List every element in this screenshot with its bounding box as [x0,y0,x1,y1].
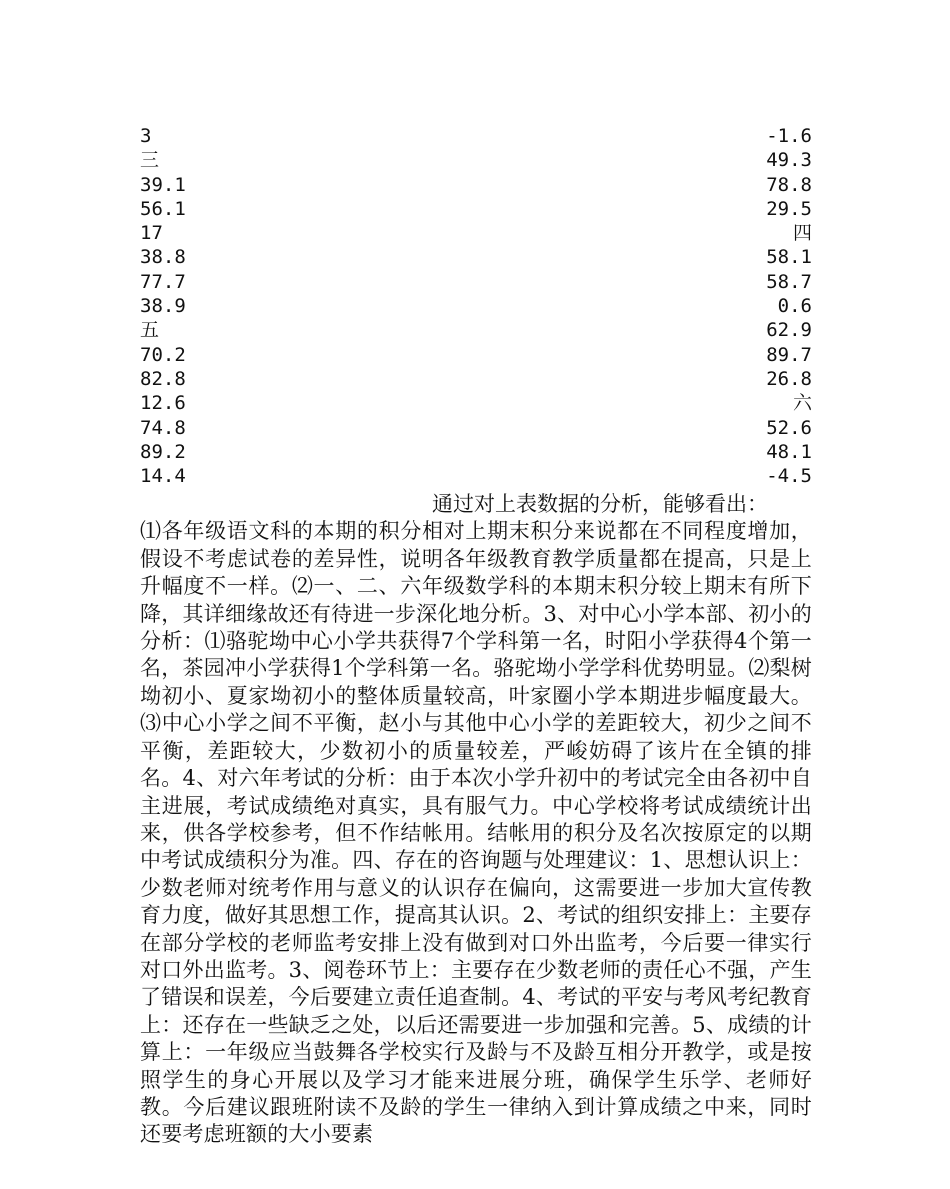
table-row [140,270,812,294]
row-label: 3 [140,125,152,147]
document-page [140,124,812,1149]
row-label: 17 [140,222,163,245]
row-value: 29.5 [766,197,812,220]
table-row [140,197,812,221]
row-label: 五 [140,319,160,342]
row-value: 四 [792,222,812,245]
row-label: 12.6 [140,392,186,415]
table-row [140,464,812,488]
row-value: -1.6 [766,125,812,147]
row-value: 52.6 [766,416,812,439]
table-row [140,343,812,367]
table-row [140,416,812,440]
table-row [140,173,812,197]
row-value: 62.9 [766,319,812,342]
row-label: 38.8 [140,246,186,269]
table-row [140,148,812,172]
row-label: 39.1 [140,173,186,196]
row-label: 56.1 [140,197,186,220]
row-value: 26.8 [766,367,812,390]
row-label: 82.8 [140,367,186,390]
table-row [140,245,812,269]
row-value: 58.7 [766,270,812,293]
table-row [140,318,812,342]
row-label: 89.2 [140,440,186,463]
row-label: 三 [140,149,160,172]
row-value: 六 [792,392,812,415]
row-value: -4.5 [766,465,812,488]
table-row [140,367,812,391]
table-row [140,294,812,318]
row-label: 77.7 [140,270,186,293]
analysis-caption: 通过对上表数据的分析，能够看出： [432,492,768,517]
row-label: 14.4 [140,465,186,488]
table-row [140,440,812,464]
row-label: 70.2 [140,343,186,366]
row-value: 58.1 [766,246,812,269]
row-label: 74.8 [140,416,186,439]
table-row [140,391,812,415]
table-row [140,221,812,245]
row-value: 49.3 [766,149,812,172]
data-table [140,124,812,488]
row-value: 48.1 [766,440,812,463]
row-label: 38.9 [140,295,186,318]
analysis-body: ⑴各年级语文科的本期的积分相对上期末积分来说都在不同程度增加，假设不考虑试卷的差异性，说明各年级教育教学质量都在提高，只是上升幅度不一样。⑵一、二、六年级数学科的本期末积分较上期末有所下降，其详细缘故还有待进一步深化地分析。3、对中心小学本部、初小的分析：⑴骆驼坳中心小学共获得7个学科第一名，时阳小学获得4个第一名，茶园冲小学获得1个学科第一名。骆驼坳小学学科优势明显。⑵梨树坳初小、夏家坳初小的整体质量较高，叶家圈小学本期进步幅度最大。⑶中心小学之间不平衡，赵小与其他中心小学的差距较大，初少之间不平衡，差距较大，少数初小的质量较差，严峻妨碍了该片在全镇的排名。4、对六年考试的分析：由于本次小学升初中的考试完全由各初中自主进展，考试成绩绝对真实，具有服气力。中心学校将考试成绩统计出来，供各学校参考，但不作结帐用。结帐用的积分及名次按原定的以期中考试成绩积分为准。四、存在的咨询题与处理建议：1、思想认识上：少数老师对统考作用与意义的认识存在偏向，这需要进一步加大宣传教育力度，做好其思想工作，提高其认识。2、考试的组织安排上：主要存在部分学校的老师监考安排上没有做到对口外出监考，今后要一律实行对口外出监考。3、阅卷环节上：主要存在少数老师的责任心不强，产生了错误和误差，今后要建立责任追查制。4、考试的平安与考风考纪教育上：还存在一些缺乏之处，以后还需要进一步加强和完善。5、成绩的计算上：一年级应当鼓舞各学校实行及龄与不及龄互相分开教学，或是按照学生的身心开展以及学习才能来进展分班，确保学生乐学、老师好教。今后建议跟班附读不及龄的学生一律纳入到计算成绩之中来，同时还要考虑班额的大小要素 [140,519,812,1147]
row-value: 78.8 [766,173,812,196]
table-row [140,124,812,148]
row-value: 0.6 [777,295,812,318]
row-value: 89.7 [766,343,812,366]
